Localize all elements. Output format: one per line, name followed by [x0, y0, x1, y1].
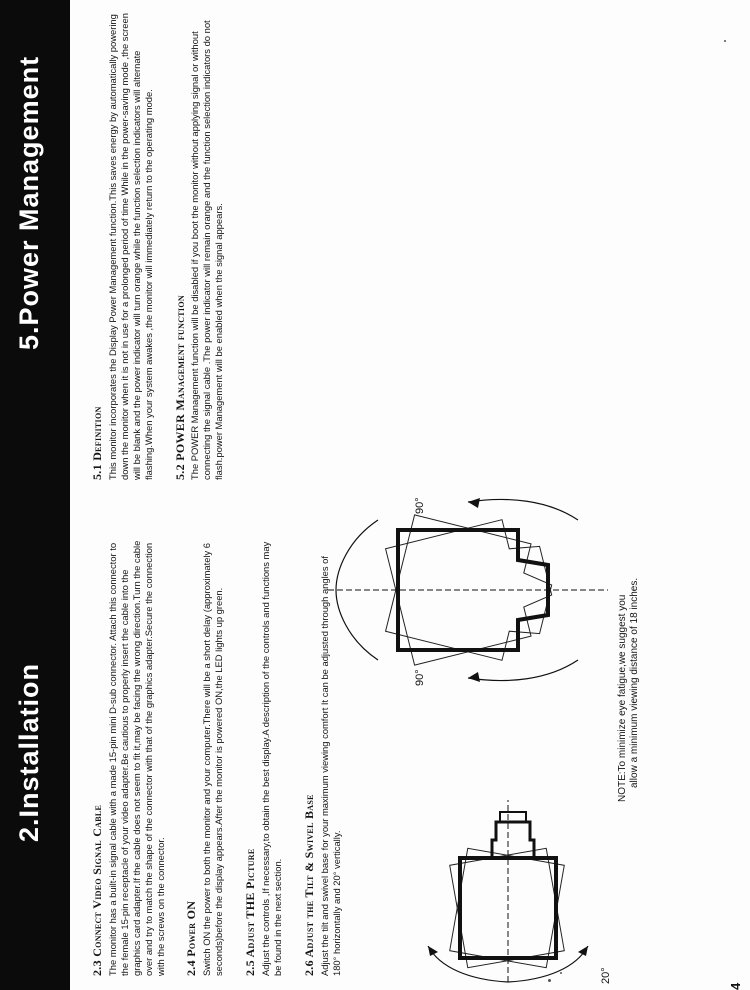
note-line-1: NOTE:To minimize eye fatigue,we suggest you: [617, 594, 628, 802]
section-2-3-text: The monitor has a built-in signal cable with a made 15-pin mini D-sub connector. Attach this connector to the female 15-pin receptacle of your video adapter.Be cautious to properly insert the cable into the graphics card adapter.If the cable does not seem to fit it,may be facing the wrong direction.Turn the cable over and try to match the shape of the connector with that of the graphics adapter.Secure the connection with the screws on the connector.: [106, 540, 166, 976]
swivel-right-label: 90°: [414, 497, 426, 514]
scan-speck: [724, 40, 726, 42]
section-2-3-heading: 2.3 Connect Video Signal Cable: [90, 804, 104, 976]
power-management-title: 5.Power Management: [14, 55, 44, 350]
swivel-illustration: [318, 490, 618, 690]
scan-speck: [560, 972, 562, 974]
tilt-diagram: [410, 690, 620, 990]
section-5-2-text: The POWER Management function will be disabled if you boot the monitor without applying signal or without connecting the signal cable .The power indicator will remain orange and the function selection indicators do not flash.power Management will be enabled when the signal appears.: [189, 20, 225, 480]
section-2-6-text: Adjust the tilt and swivel base for your maximum viewing comfort It can be adjusted through angles of 180° horizontally and 20° vertically.: [318, 555, 342, 976]
installation-title: 2.Installation: [14, 662, 44, 842]
section-2-5-text: Adjust the controls ,If necessary,to obtain the best display.A description of the controls and functions may be found in the next section.: [260, 541, 283, 976]
viewing-distance-note: [617, 542, 641, 802]
section-5-1-text: This monitor incorporates the Display Power Management function.This saves energy by automatically powering down the monitor when it is not in use for a prolonged period of time While in the power-saving mode ,the screen will be blank and the power indicator will turn orange while the function selection indicators will alternate flashing.When your system awakes ,the monitor will immediately return to the operating mode.: [106, 13, 154, 480]
section-2-4-heading: 2.4 Power ON: [184, 900, 199, 976]
header-bar: [0, 0, 70, 990]
tilt-angle-label: 20°: [600, 967, 612, 984]
section-2-6-heading: 2.6 Adjust the Tilt & Swivel Base: [301, 794, 316, 976]
scan-speck: [548, 979, 551, 982]
section-5-2-heading: 5.2 POWER Management function: [172, 295, 187, 480]
installation-column: [92, 536, 343, 976]
note-line-2: allow a minimum viewing distance of 18 inches.: [629, 577, 640, 788]
section-2-5-heading: 2.5 Adjust THE Picture: [243, 848, 258, 976]
swivel-diagram: [318, 490, 618, 690]
swivel-left-label: 90°: [414, 669, 426, 686]
power-management-column: [92, 12, 225, 480]
section-5-1-heading: 5.1 Definition: [90, 406, 104, 480]
section-2-4-text: Switch ON the power to both the monitor and your computer.There will be a short delay (approximately 6 seconds)before the display appears.After the monitor is powered ON,the LED lights up green.: [201, 542, 225, 976]
tilt-illustration: [410, 690, 620, 990]
page-number: 4: [728, 982, 743, 990]
